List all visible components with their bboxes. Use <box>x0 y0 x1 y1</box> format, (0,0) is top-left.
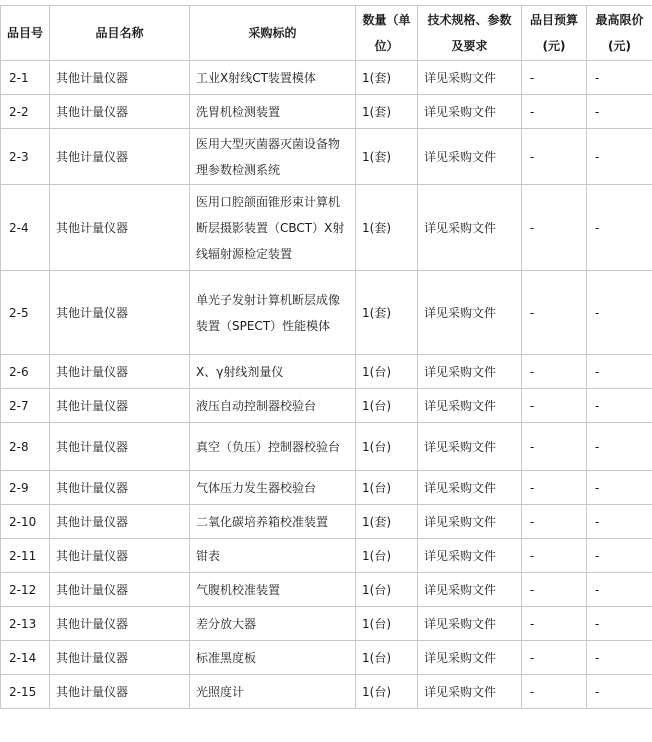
table-row <box>1 641 652 675</box>
cell-item-no: 2-2 <box>1 95 50 129</box>
cell-item-name: 其他计量仪器 <box>50 471 190 505</box>
cell-budget: - <box>522 95 587 129</box>
cell-item-name: 其他计量仪器 <box>50 607 190 641</box>
cell-item-name: 其他计量仪器 <box>50 389 190 423</box>
cell-quantity: 1(台) <box>356 675 418 709</box>
cell-budget: - <box>522 539 587 573</box>
cell-item-name: 其他计量仪器 <box>50 61 190 95</box>
cell-item-name: 其他计量仪器 <box>50 355 190 389</box>
cell-spec: 详见采购文件 <box>418 185 522 271</box>
table-row <box>1 573 652 607</box>
cell-quantity: 1(套) <box>356 505 418 539</box>
cell-item-name: 其他计量仪器 <box>50 185 190 271</box>
cell-item-no: 2-9 <box>1 471 50 505</box>
cell-quantity: 1(台) <box>356 389 418 423</box>
cell-item-no: 2-3 <box>1 129 50 185</box>
cell-spec: 详见采购文件 <box>418 573 522 607</box>
cell-item-no: 2-4 <box>1 185 50 271</box>
table-row <box>1 607 652 641</box>
cell-budget: - <box>522 607 587 641</box>
cell-target: 单光子发射计算机断层成像装置（SPECT）性能模体 <box>190 271 356 355</box>
header-max-price: 最高限价(元) <box>587 6 652 61</box>
table-row <box>1 271 652 355</box>
cell-budget: - <box>522 61 587 95</box>
cell-max-price: - <box>587 607 652 641</box>
cell-max-price: - <box>587 505 652 539</box>
cell-item-name: 其他计量仪器 <box>50 505 190 539</box>
cell-spec: 详见采购文件 <box>418 423 522 471</box>
cell-max-price: - <box>587 471 652 505</box>
cell-max-price: - <box>587 185 652 271</box>
cell-target: 差分放大器 <box>190 607 356 641</box>
cell-quantity: 1(套) <box>356 95 418 129</box>
cell-quantity: 1(台) <box>356 423 418 471</box>
cell-spec: 详见采购文件 <box>418 61 522 95</box>
cell-max-price: - <box>587 355 652 389</box>
cell-target: 气腹机校准装置 <box>190 573 356 607</box>
cell-item-no: 2-7 <box>1 389 50 423</box>
cell-item-name: 其他计量仪器 <box>50 539 190 573</box>
table-row <box>1 675 652 709</box>
cell-item-no: 2-10 <box>1 505 50 539</box>
cell-max-price: - <box>587 423 652 471</box>
table-row <box>1 471 652 505</box>
cell-budget: - <box>522 185 587 271</box>
cell-target: 洗胃机检测装置 <box>190 95 356 129</box>
cell-quantity: 1(套) <box>356 271 418 355</box>
cell-target: 真空（负压）控制器校验台 <box>190 423 356 471</box>
cell-target: 二氧化碳培养箱校准装置 <box>190 505 356 539</box>
cell-target: 工业X射线CT装置模体 <box>190 61 356 95</box>
cell-item-no: 2-8 <box>1 423 50 471</box>
cell-budget: - <box>522 573 587 607</box>
cell-target: 标准黑度板 <box>190 641 356 675</box>
cell-item-no: 2-1 <box>1 61 50 95</box>
cell-item-no: 2-15 <box>1 675 50 709</box>
procurement-table <box>0 5 652 709</box>
cell-budget: - <box>522 389 587 423</box>
cell-spec: 详见采购文件 <box>418 355 522 389</box>
cell-quantity: 1(台) <box>356 573 418 607</box>
table-row <box>1 423 652 471</box>
cell-max-price: - <box>587 129 652 185</box>
cell-quantity: 1(套) <box>356 129 418 185</box>
cell-quantity: 1(台) <box>356 471 418 505</box>
cell-spec: 详见采购文件 <box>418 95 522 129</box>
cell-spec: 详见采购文件 <box>418 471 522 505</box>
cell-max-price: - <box>587 539 652 573</box>
cell-quantity: 1(台) <box>356 539 418 573</box>
cell-item-name: 其他计量仪器 <box>50 573 190 607</box>
cell-spec: 详见采购文件 <box>418 271 522 355</box>
table-row <box>1 61 652 95</box>
cell-spec: 详见采购文件 <box>418 675 522 709</box>
cell-item-no: 2-14 <box>1 641 50 675</box>
cell-item-name: 其他计量仪器 <box>50 95 190 129</box>
cell-quantity: 1(套) <box>356 61 418 95</box>
table-header-row <box>1 6 652 61</box>
cell-item-name: 其他计量仪器 <box>50 271 190 355</box>
cell-target: 气体压力发生器校验台 <box>190 471 356 505</box>
header-quantity: 数量（单位） <box>356 6 418 61</box>
cell-target: X、γ射线剂量仪 <box>190 355 356 389</box>
header-item-no: 品目号 <box>1 6 50 61</box>
cell-budget: - <box>522 675 587 709</box>
table-row <box>1 355 652 389</box>
cell-budget: - <box>522 471 587 505</box>
cell-max-price: - <box>587 389 652 423</box>
cell-item-no: 2-13 <box>1 607 50 641</box>
cell-item-no: 2-6 <box>1 355 50 389</box>
cell-item-no: 2-11 <box>1 539 50 573</box>
cell-item-name: 其他计量仪器 <box>50 129 190 185</box>
table-row <box>1 389 652 423</box>
cell-spec: 详见采购文件 <box>418 389 522 423</box>
cell-quantity: 1(台) <box>356 607 418 641</box>
cell-item-no: 2-12 <box>1 573 50 607</box>
cell-item-name: 其他计量仪器 <box>50 675 190 709</box>
table-body <box>1 61 652 709</box>
cell-budget: - <box>522 129 587 185</box>
cell-target: 液压自动控制器校验台 <box>190 389 356 423</box>
cell-quantity: 1(台) <box>356 641 418 675</box>
cell-target: 光照度计 <box>190 675 356 709</box>
cell-budget: - <box>522 271 587 355</box>
cell-budget: - <box>522 505 587 539</box>
cell-max-price: - <box>587 675 652 709</box>
table-row <box>1 95 652 129</box>
cell-max-price: - <box>587 61 652 95</box>
cell-budget: - <box>522 641 587 675</box>
cell-target: 钳表 <box>190 539 356 573</box>
cell-target: 医用口腔颌面锥形束计算机断层摄影装置（CBCT）X射线辐射源检定装置 <box>190 185 356 271</box>
table-row <box>1 539 652 573</box>
cell-quantity: 1(套) <box>356 185 418 271</box>
header-budget: 品目预算(元) <box>522 6 587 61</box>
cell-spec: 详见采购文件 <box>418 641 522 675</box>
header-item-name: 品目名称 <box>50 6 190 61</box>
cell-item-name: 其他计量仪器 <box>50 641 190 675</box>
cell-budget: - <box>522 355 587 389</box>
table-row <box>1 129 652 185</box>
cell-target: 医用大型灭菌器灭菌设备物理参数检测系统 <box>190 129 356 185</box>
cell-max-price: - <box>587 573 652 607</box>
header-target: 采购标的 <box>190 6 356 61</box>
cell-budget: - <box>522 423 587 471</box>
cell-spec: 详见采购文件 <box>418 539 522 573</box>
cell-max-price: - <box>587 95 652 129</box>
cell-quantity: 1(台) <box>356 355 418 389</box>
cell-spec: 详见采购文件 <box>418 129 522 185</box>
table-row <box>1 185 652 271</box>
cell-item-no: 2-5 <box>1 271 50 355</box>
cell-spec: 详见采购文件 <box>418 505 522 539</box>
cell-spec: 详见采购文件 <box>418 607 522 641</box>
table-row <box>1 505 652 539</box>
cell-item-name: 其他计量仪器 <box>50 423 190 471</box>
cell-max-price: - <box>587 641 652 675</box>
header-spec: 技术规格、参数及要求 <box>418 6 522 61</box>
cell-max-price: - <box>587 271 652 355</box>
